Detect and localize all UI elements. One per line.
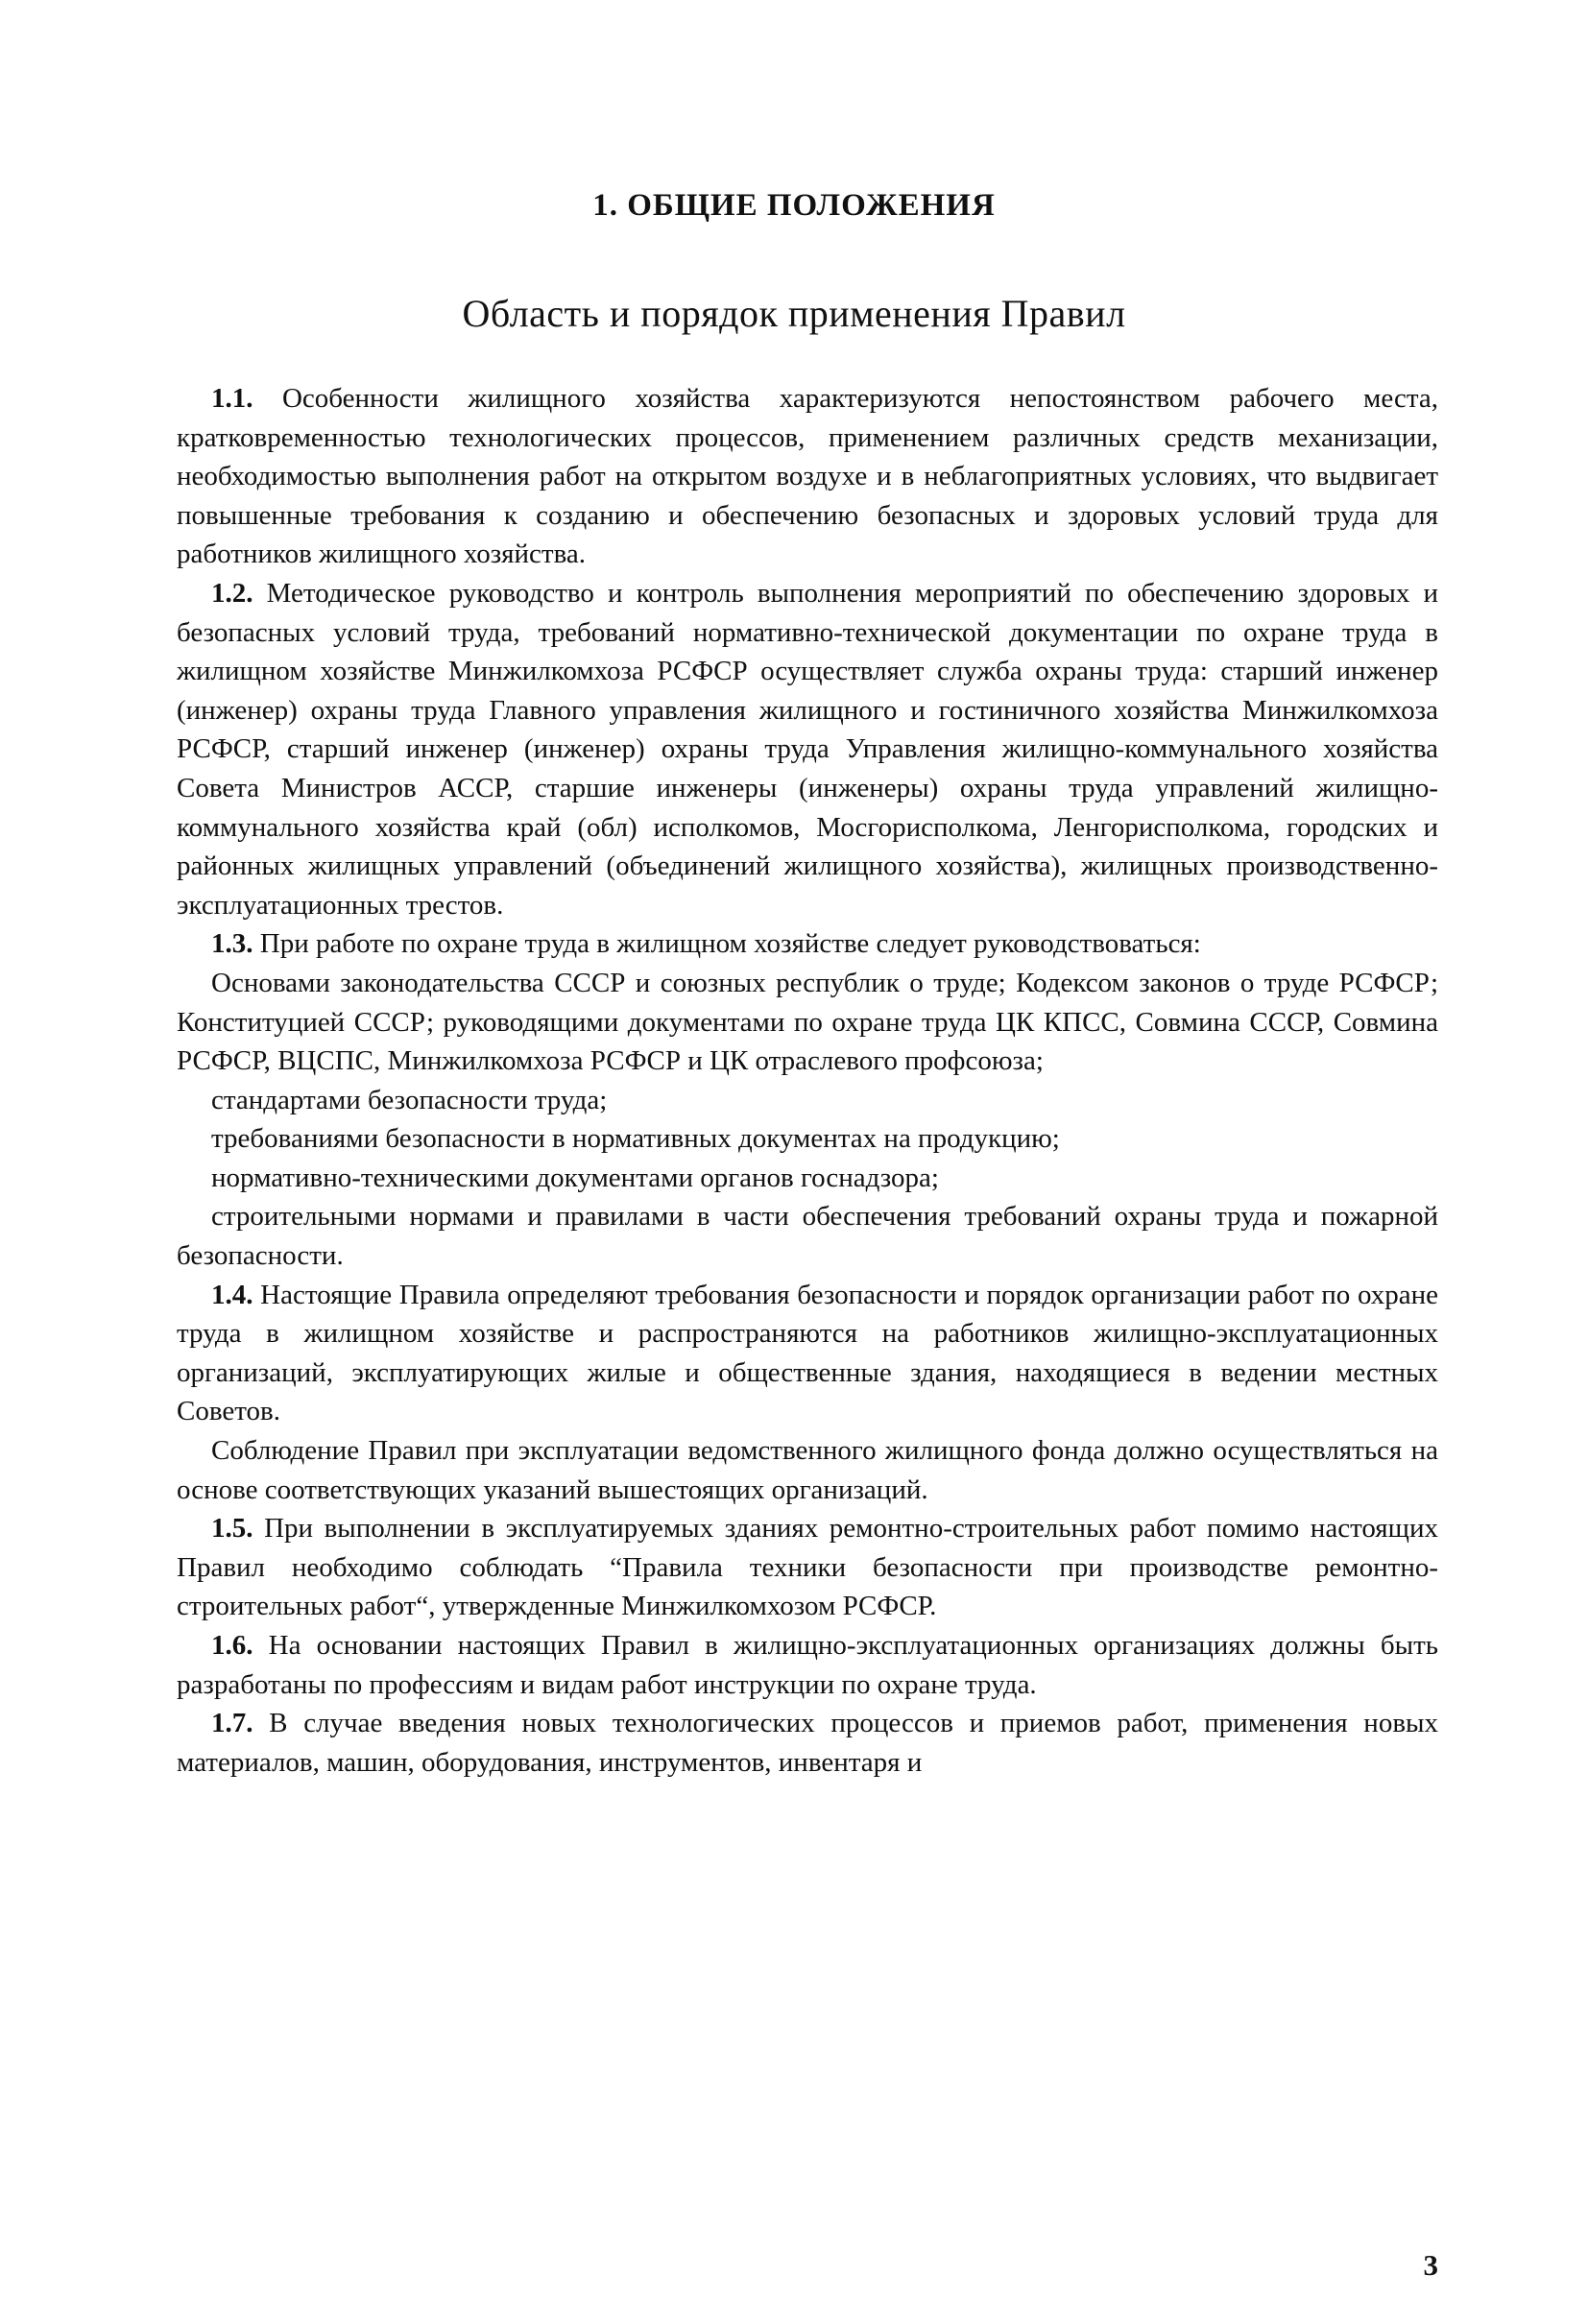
- paragraph-text: стандартами безопасности труда;: [211, 1084, 608, 1115]
- subheading: Область и порядок применения Правил: [462, 292, 1126, 335]
- paragraph-text: Методическое руководство и контроль выполнения мероприятий по обеспечению здоровых и безопасных условий труда, требований нормативно-технической документации по охране труда в жилищном хозяйстве Минжилкомхоза РСФСР осуществляет служба охраны труда: старший инженер (инженер) охраны труда Главного управления жилищного и гостиничного хозяйства Минжилкомхоза РСФСР, старший инженер (инженер) охраны труда Управления жилищно-коммунального хозяйства Совета Министров АССР, старшие инженеры (инженеры) охраны труда управлений жилищно-коммунального хозяйства край (обл) исполкомов, Мосгорисполкома, Ленгорисполкома, городских и районных жилищных управлений (объединений жилищного хозяйства), жилищных производственно-эксплуатационных трестов.: [177, 577, 1438, 921]
- body-text: [177, 379, 1438, 1782]
- paragraph-1-7: [177, 1704, 1438, 1782]
- paragraph-1-5: [177, 1509, 1438, 1626]
- paragraph-text: В случае введения новых технологических процессов и приемов работ, применения новых материалов, машин, оборудования, инструментов, инвентаря и: [177, 1708, 1438, 1778]
- paragraph-1-1: [177, 379, 1438, 574]
- paragraph-text: На основании настоящих Правил в жилищно-эксплуатационных организациях должны быть разработаны по профессиям и видам работ инструкции по охране труда.: [177, 1630, 1438, 1700]
- paragraph-text: нормативно-техническими документами органов госнадзора;: [211, 1162, 939, 1193]
- paragraph-text: Основами законодательства СССР и союзных республик о труде; Кодексом законов о труде РСФСР; Конституцией СССР; руководящими документами по охране труда ЦК КПСС, Совмина СССР, Совмина РСФСР, ВЦСПС, Минжилкомхоза РСФСР и ЦК отраслевого профсоюза;: [177, 967, 1438, 1077]
- list-item-gosnadzor: [177, 1159, 1438, 1198]
- paragraph-text: Соблюдение Правил при эксплуатации ведомственного жилищного фонда должно осуществляться на основе соответствующих указаний вышестоящих организаций.: [177, 1435, 1438, 1505]
- paragraph-text: При работе по охране труда в жилищном хозяйстве следует руководствоваться:: [253, 928, 1201, 960]
- paragraph-1-6: [177, 1626, 1438, 1704]
- paragraph-number: 1.7.: [211, 1708, 253, 1739]
- paragraph-number: 1.5.: [211, 1513, 253, 1545]
- list-item-product-requirements: [177, 1119, 1438, 1159]
- paragraph-text: строительными нормами и правилами в части обеспечения требований охраны труда и пожарной безопасности.: [177, 1201, 1438, 1272]
- list-item-standards: [177, 1081, 1438, 1120]
- list-item-legislation: [177, 964, 1438, 1081]
- paragraph-number: 1.6.: [211, 1630, 253, 1661]
- page-number: 3: [1423, 2248, 1438, 2282]
- paragraph-number: 1.3.: [211, 928, 253, 960]
- paragraph-text: Особенности жилищного хозяйства характеризуются непостоянством рабочего места, кратковременностью технологических процессов, применением различных средств механизации, необходимостью выполнения работ на открытом воздухе и в неблагоприятных условиях, что выдвигает повышенные требования к созданию и обеспечению безопасных и здоровых условий труда для работников жилищного хозяйства.: [177, 383, 1438, 570]
- paragraph-number: 1.4.: [211, 1279, 253, 1310]
- paragraph-text: При выполнении в эксплуатируемых зданиях ремонтно-строительных работ помимо настоящих Правил необходимо соблюдать “Правила техники безопасности при производстве ремонтно-строительных работ“, утвержденные Минжилкомхозом РСФСР.: [177, 1513, 1438, 1622]
- paragraph-number: 1.2.: [211, 577, 253, 609]
- paragraph-number: 1.1.: [211, 383, 253, 414]
- paragraph-1-3: [177, 924, 1438, 964]
- list-item-building-codes: [177, 1197, 1438, 1275]
- paragraph-1-2: [177, 574, 1438, 924]
- section-heading: 1. ОБЩИЕ ПОЛОЖЕНИЯ: [592, 188, 996, 223]
- paragraph-1-4-continued: [177, 1431, 1438, 1509]
- paragraph-text: Настоящие Правила определяют требования безопасности и порядок организации работ по охране труда в жилищном хозяйстве и распространяются на работников жилищно-эксплуатационных организаций, эксплуатирующих жилые и общественные здания, находящиеся в ведении местных Советов.: [177, 1279, 1438, 1427]
- paragraph-text: требованиями безопасности в нормативных документах на продукцию;: [211, 1123, 1060, 1155]
- paragraph-1-4: [177, 1276, 1438, 1431]
